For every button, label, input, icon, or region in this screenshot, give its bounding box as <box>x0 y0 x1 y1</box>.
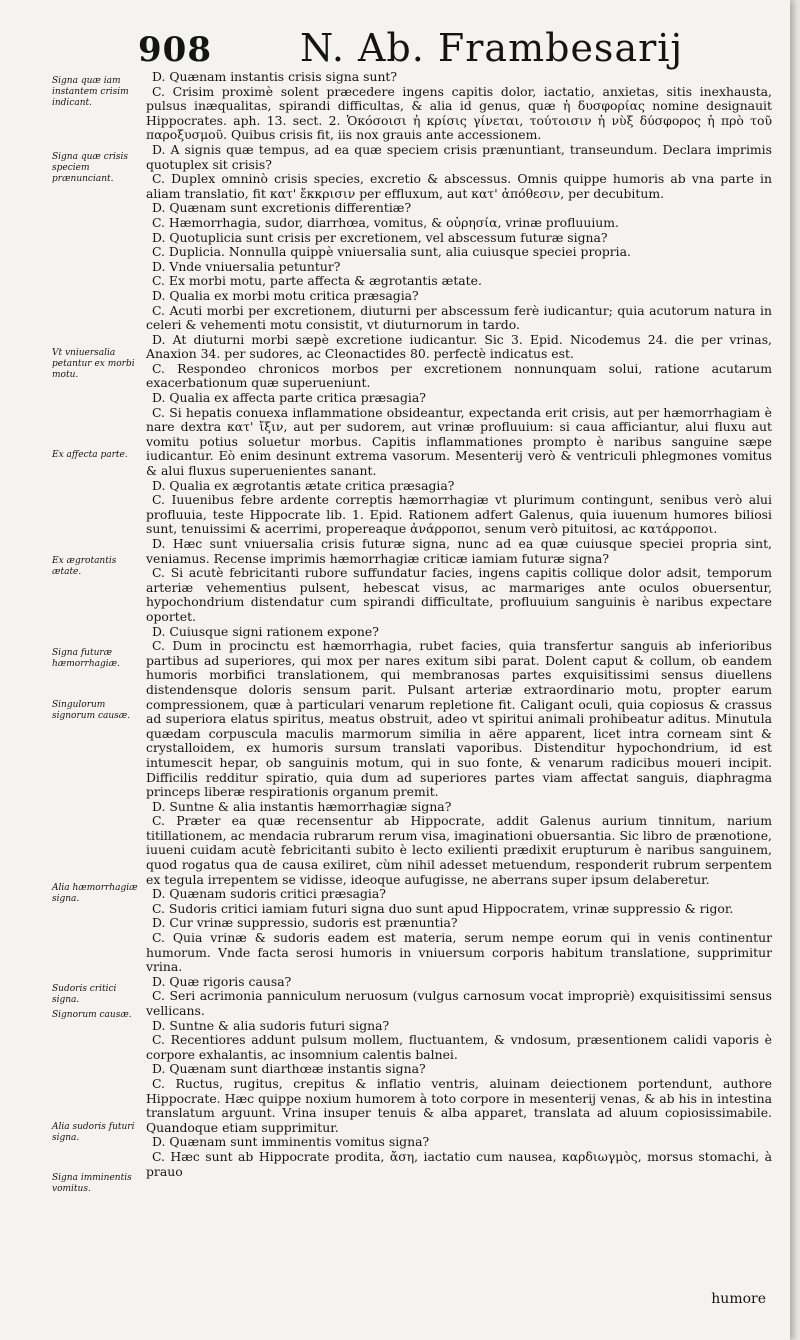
answer-paragraph: C. Si hepatis conuexa inflammatione obsideantur, expectanda erit crisis, aut per hæmorrhagiam è nare dextra κατ' ἴξιν, aut per sudorem, aut vrinæ profluuium: si caua afficiantur, alui fluxu aut vomitu potius soluetur morbus. Capitis inflammationes prompto è naribus sanguine sæpe iudicantur. Eò enim desinunt extrema vasorum. Mesenterij verò & ventriculi phlegmones vomitus & alui fluxus superuenientes sanant. <box>146 404 772 479</box>
margin-note: Sudoris critici signa. <box>52 984 117 1005</box>
answer-paragraph: C. Hæc sunt ab Hippocrate prodita, ἄση, iactatio cum nausea, καρδιωγμὸς, morsus stomachi, à prauo <box>146 1148 772 1179</box>
margin-note: Signa imminentis vomitus. <box>52 1173 132 1194</box>
catchword: humore <box>711 1291 766 1307</box>
margin-note: Signorum causæ. <box>52 1010 132 1020</box>
answer-paragraph: C. Præter ea quæ recensentur ab Hippocrate, addit Galenus aurium tinnitum, narium titillationem, ac mendacia rubrarum rerum visa, imaginationi obuersantia. Sic libro de prænotione, iuueni cuidam acutè febricitanti subito è lecto exilienti prædixit erupturum è naribus sanguinem, quod rogatus qua de causa exiliret, cùm nihil adesset metuendum, responderit rubrum serpentem ex tegula irrepentem se vidisse, ideoque aufugisse, ne aberrans super ipsum delaberetur. <box>146 813 772 887</box>
question-paragraph: D. Quotuplicia sunt crisis per excretionem, vel abscessum futuræ signa? <box>152 229 608 245</box>
question-paragraph: D. Hæc sunt vniuersalia crisis futuræ signa, nunc ad ea quæ cuiusque speciei propria sint, veniamus. Recense imprimis hæmorrhagiæ criticæ iamiam futuræ signa? <box>146 536 772 566</box>
answer-paragraph: C. Hæmorrhagia, sudor, diarrhœa, vomitus, & οὐρησία, vrinæ profluuium. <box>152 214 619 230</box>
answer-paragraph: C. Ex morbi motu, parte affecta & ægrotantis ætate. <box>152 273 482 289</box>
margin-note: Singulorum signorum causæ. <box>52 700 131 721</box>
answer-paragraph: C. Ructus, rugitus, crepitus & inflatio ventris, aluinam deiectionem portendunt, authore Hippocrate. Hæc quippe noxium humorem à toto corpore in mesenterij venas, & ab his in intestina translatum arguunt. Vrina insuper tenuis & alba apparet, translata ad aluum copiosissimabile. Quandoque etiam supprimitur. <box>146 1075 772 1135</box>
question-paragraph: D. Quænam sunt imminentis vomitus signa? <box>152 1134 430 1150</box>
answer-paragraph: C. Seri acrimonia panniculum neruosum (vulgus carnosum vocat impropriè) exquisitissimi sensus vellicans. <box>146 988 772 1018</box>
answer-paragraph: C. Acuti morbi per excretionem, diuturni per abscessum ferè iudicantur; quia acutorum natura in celeri & vehementi motu consistit, vt diuturnorum in tardo. <box>146 302 772 333</box>
answer-paragraph: C. Si acutè febricitanti rubore suffundatur facies, ingens capitis collique dolor adsit, temporum arteriæ vehementius pulsent, hebescat visus, ac marmariges ante oculos obuersentur, hypochondrium distendatur cum spirandi difficultate, profluuium sanguinis è naribus expectare oportet. <box>146 565 772 624</box>
question-paragraph: D. Qualia ex morbi motu critica præsagia? <box>152 287 419 303</box>
answer-paragraph: C. Recentiores addunt pulsum mollem, fluctuantem, & vndosum, præsentionem calidi vaporis è corpore exhalantis, ac insomnium calentis balnei. <box>146 1032 772 1062</box>
question-paragraph: D. Quæ rigoris causa? <box>152 973 292 989</box>
answer-paragraph: C. Quia vrinæ & sudoris eadem est materia, serum nempe eorum qui in venis continentur humorum. Vnde facta serosi humoris in vniuersum corporis habitum translatione, supprimitur vrina. <box>146 930 772 975</box>
margin-note: Ex affecta parte. <box>52 450 128 460</box>
question-paragraph: D. Cur vrinæ suppressio, sudoris est prænuntia? <box>152 915 458 931</box>
question-paragraph: D. Cuiusque signi rationem expone? <box>152 623 379 639</box>
question-paragraph: D. Suntne & alia instantis hæmorrhagiæ signa? <box>152 798 452 814</box>
answer-paragraph: C. Dum in procinctu est hæmorrhagia, rubet facies, quia transfertur sanguis ab inferioribus partibus ad superiores, qui mox per nares exitum sibi parat. Dolent caput & collum, ob eandem humoris morbifici translationem, qui membranosas partes exquisitissimi sensus diuellens distendensque doloris sensum parit. Pulsant arteriæ extraordinario motu, propter earum compressionem, quæ à particulari venarum repletione fit. Caligant oculi, quia copiosus & crassus ad superiora elatus spiritus, meatus obstruit, adeo vt spiritui animali prohibeatur aditus. Minutula quædam corpuscula maculis marmorum similia in aëre apparent, licet intra corneam sint & crystalloidem, ex humoris sursum translati vaporibus. Distenditur hypochondrium, id est intumescit hepar, ob sanguinis motum, qui in suo fonte, & venarum radicibus moueri incipit. Difficilis redditur spiratio, quia dum ad superiores partes viam affectat sanguis, diaphragma princeps liberæ respirationis organum premit. <box>146 638 772 800</box>
question-paragraph: D. A signis quæ tempus, ad ea quæ speciem crisis prænuntiant, transeundum. Declara imprimis quotuplex sit crisis? <box>146 141 772 172</box>
question-paragraph: D. Quænam sudoris critici præsagia? <box>152 886 386 902</box>
margin-note: Vt vniuersalia petantur ex morbi motu. <box>52 348 135 380</box>
answer-paragraph: C. Duplex omninò crisis species, excretio & abscessus. Omnis quippe humoris ab vna parte in aliam translatio, fit κατ' ἔκκρισιν per effluxum, aut κατ' ἀπόθεσιν, per decubitum. <box>146 171 772 201</box>
running-title: N. Ab. Frambesarij <box>300 26 684 70</box>
question-paragraph: D. Qualia ex affecta parte critica præsagia? <box>152 390 426 406</box>
question-paragraph: D. Quænam instantis crisis signa sunt? <box>152 69 398 84</box>
page-number: 908 <box>138 30 212 70</box>
margin-note: Ex ægrotantis ætate. <box>52 556 117 577</box>
margin-note: Signa quæ iam instantem crisim indicant. <box>52 76 129 108</box>
margin-note: Alia hæmorrhagiæ signa. <box>52 883 138 904</box>
answer-paragraph: C. Sudoris critici iamiam futuri signa duo sunt apud Hippocratem, vrinæ suppressio & rigor. <box>152 900 734 916</box>
question-paragraph: D. Quænam sunt excretionis differentiæ? <box>152 200 412 216</box>
answer-paragraph: C. Duplicia. Nonnulla quippè vniuersalia sunt, alia cuiusque speciei propria. <box>152 244 631 260</box>
question-paragraph: D. Vnde vniuersalia petuntur? <box>152 258 341 274</box>
answer-paragraph: C. Iuuenibus febre ardente correptis hæmorrhagiæ vt plurimum contingunt, senibus verò alui profluuia, teste Hippocrate lib. 1. Epid. Rationem adfert Galenus, quia iuuenum humores biliosi sunt, tenuissimi & acerrimi, propereaque ἀνάρροποι, senum verò pituitosi, ac κατάρροποι. <box>146 492 772 537</box>
question-paragraph: D. At diuturni morbi sæpè excretione iudicantur. Sic 3. Epid. Nicodemus 24. die per vrinas, Anaxion 34. per sudores, ac Cleonactides 80. perfectè indicatus est. <box>146 331 772 362</box>
margin-note: Signa futuræ hæmorrhagiæ. <box>52 648 120 669</box>
main-text <box>146 70 772 1179</box>
answer-paragraph: C. Respondeo chronicos morbos per excretionem nonnunquam solui, ratione acutarum exacerbationum quæ superueniunt. <box>146 360 772 391</box>
answer-paragraph: C. Crisim proximè solent præcedere ingens capitis dolor, iactatio, anxietas, sitis inexhausta, pulsus inæqualitas, spirandi difficultas, & alia id genus, quæ ἡ δυσφορίας nomine designauit Hippocrates. aph. 13. sect. 2. Ὁκόσοισι ἡ κρίσις γίνεται, τούτοισιν ἡ νὺξ δύσφορος ἡ πρὸ τοῦ παροξυσμοῦ. Quibus crisis fit, iis nox grauis ante accessionem. <box>146 83 772 143</box>
margin-note: Signa quæ crisis speciem prænunciant. <box>52 152 129 184</box>
margin-note: Alia sudoris futuri signa. <box>52 1122 135 1143</box>
question-paragraph: D. Qualia ex ægrotantis ætate critica præsagia? <box>152 477 455 493</box>
question-paragraph: D. Suntne & alia sudoris futuri signa? <box>152 1017 390 1033</box>
question-paragraph: D. Quænam sunt diarthœæ instantis signa? <box>152 1061 426 1077</box>
